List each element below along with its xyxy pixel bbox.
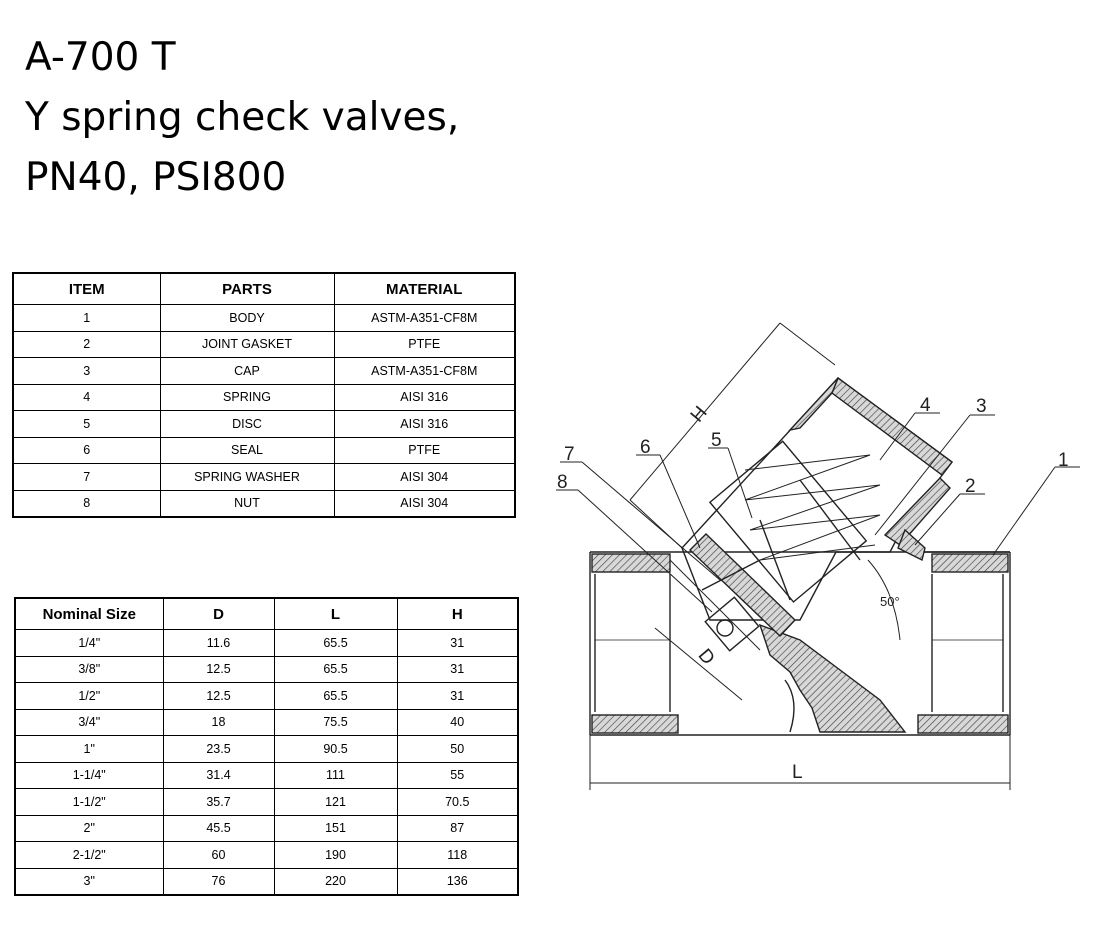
l-cell: 75.5 — [274, 709, 397, 736]
item-cell: 8 — [13, 490, 160, 517]
part-cell: BODY — [160, 305, 334, 332]
size-cell: 1/2" — [15, 683, 163, 710]
part-cell: CAP — [160, 358, 334, 385]
material-cell: AISI 304 — [334, 490, 515, 517]
h-cell: 87 — [397, 815, 518, 842]
callout-3: 3 — [976, 396, 987, 417]
table-row — [15, 656, 518, 683]
item-cell: 1 — [13, 305, 160, 332]
d-cell: 11.6 — [163, 630, 274, 657]
size-cell: 1-1/2" — [15, 789, 163, 816]
title-line-2: Y spring check valves, — [25, 95, 460, 140]
d-cell: 31.4 — [163, 762, 274, 789]
d-cell: 23.5 — [163, 736, 274, 763]
material-cell: AISI 316 — [334, 384, 515, 411]
h-cell: 31 — [397, 683, 518, 710]
table-row — [15, 709, 518, 736]
l-cell: 111 — [274, 762, 397, 789]
table-row — [13, 464, 515, 491]
l-cell: 220 — [274, 868, 397, 895]
l-cell: 151 — [274, 815, 397, 842]
material-cell: AISI 304 — [334, 464, 515, 491]
material-cell: PTFE — [334, 331, 515, 358]
size-cell: 1-1/4" — [15, 762, 163, 789]
h-cell: 50 — [397, 736, 518, 763]
parts-table — [12, 272, 516, 518]
item-cell: 4 — [13, 384, 160, 411]
dim-label-d: D — [693, 645, 719, 670]
d-cell: 45.5 — [163, 815, 274, 842]
material-cell: AISI 316 — [334, 411, 515, 438]
l-cell: 121 — [274, 789, 397, 816]
part-cell: SPRING WASHER — [160, 464, 334, 491]
table-row — [13, 331, 515, 358]
material-cell: ASTM-A351-CF8M — [334, 358, 515, 385]
material-cell: PTFE — [334, 437, 515, 464]
col-header-nominal-size: Nominal Size — [15, 598, 163, 630]
part-cell: SPRING — [160, 384, 334, 411]
callout-5: 5 — [711, 430, 722, 451]
item-cell: 5 — [13, 411, 160, 438]
size-cell: 2-1/2" — [15, 842, 163, 869]
l-cell: 90.5 — [274, 736, 397, 763]
l-cell: 65.5 — [274, 683, 397, 710]
callout-7: 7 — [564, 444, 575, 465]
h-cell: 55 — [397, 762, 518, 789]
part-cell: NUT — [160, 490, 334, 517]
table-row — [15, 842, 518, 869]
valve-cap-shape — [682, 378, 952, 651]
d-cell: 76 — [163, 868, 274, 895]
table-row — [15, 868, 518, 895]
dim-label-angle: 50° — [880, 594, 900, 609]
col-header-item: ITEM — [13, 273, 160, 305]
d-cell: 35.7 — [163, 789, 274, 816]
size-cell: 3/8" — [15, 656, 163, 683]
callout-2: 2 — [965, 476, 976, 497]
table-row — [13, 411, 515, 438]
part-cell: SEAL — [160, 437, 334, 464]
dims-header-row — [15, 598, 518, 630]
size-cell: 1/4" — [15, 630, 163, 657]
table-row — [15, 762, 518, 789]
table-row — [13, 305, 515, 332]
table-row — [13, 384, 515, 411]
item-cell: 7 — [13, 464, 160, 491]
callout-8: 8 — [557, 472, 568, 493]
table-row — [15, 789, 518, 816]
l-cell: 65.5 — [274, 656, 397, 683]
title-line-3: PN40, PSI800 — [25, 155, 287, 200]
size-cell: 1" — [15, 736, 163, 763]
dimensions-table — [14, 597, 519, 896]
valve-body-shape — [590, 552, 1010, 735]
part-cell: DISC — [160, 411, 334, 438]
col-header-h: H — [397, 598, 518, 630]
callout-4: 4 — [920, 395, 931, 416]
table-row — [15, 630, 518, 657]
item-cell: 3 — [13, 358, 160, 385]
size-cell: 3" — [15, 868, 163, 895]
l-cell: 190 — [274, 842, 397, 869]
callout-1: 1 — [1058, 450, 1069, 471]
d-cell: 60 — [163, 842, 274, 869]
size-cell: 3/4" — [15, 709, 163, 736]
table-row — [13, 358, 515, 385]
d-cell: 12.5 — [163, 656, 274, 683]
parts-header-row — [13, 273, 515, 305]
h-cell: 70.5 — [397, 789, 518, 816]
h-cell: 136 — [397, 868, 518, 895]
h-cell: 40 — [397, 709, 518, 736]
document-title — [25, 28, 459, 208]
h-cell: 31 — [397, 656, 518, 683]
table-row — [13, 490, 515, 517]
d-cell: 12.5 — [163, 683, 274, 710]
title-line-1: A-700 T — [25, 35, 176, 80]
table-row — [15, 736, 518, 763]
dim-label-h: H — [686, 402, 712, 427]
col-header-d: D — [163, 598, 274, 630]
item-cell: 2 — [13, 331, 160, 358]
part-cell: JOINT GASKET — [160, 331, 334, 358]
table-row — [15, 815, 518, 842]
col-header-material: MATERIAL — [334, 273, 515, 305]
table-row — [13, 437, 515, 464]
size-cell: 2" — [15, 815, 163, 842]
item-cell: 6 — [13, 437, 160, 464]
valve-cross-section-drawing — [550, 310, 1090, 800]
material-cell: ASTM-A351-CF8M — [334, 305, 515, 332]
h-cell: 31 — [397, 630, 518, 657]
d-cell: 18 — [163, 709, 274, 736]
dim-label-l: L — [792, 762, 803, 783]
l-cell: 65.5 — [274, 630, 397, 657]
callout-6: 6 — [640, 437, 651, 458]
col-header-parts: PARTS — [160, 273, 334, 305]
h-cell: 118 — [397, 842, 518, 869]
col-header-l: L — [274, 598, 397, 630]
table-row — [15, 683, 518, 710]
